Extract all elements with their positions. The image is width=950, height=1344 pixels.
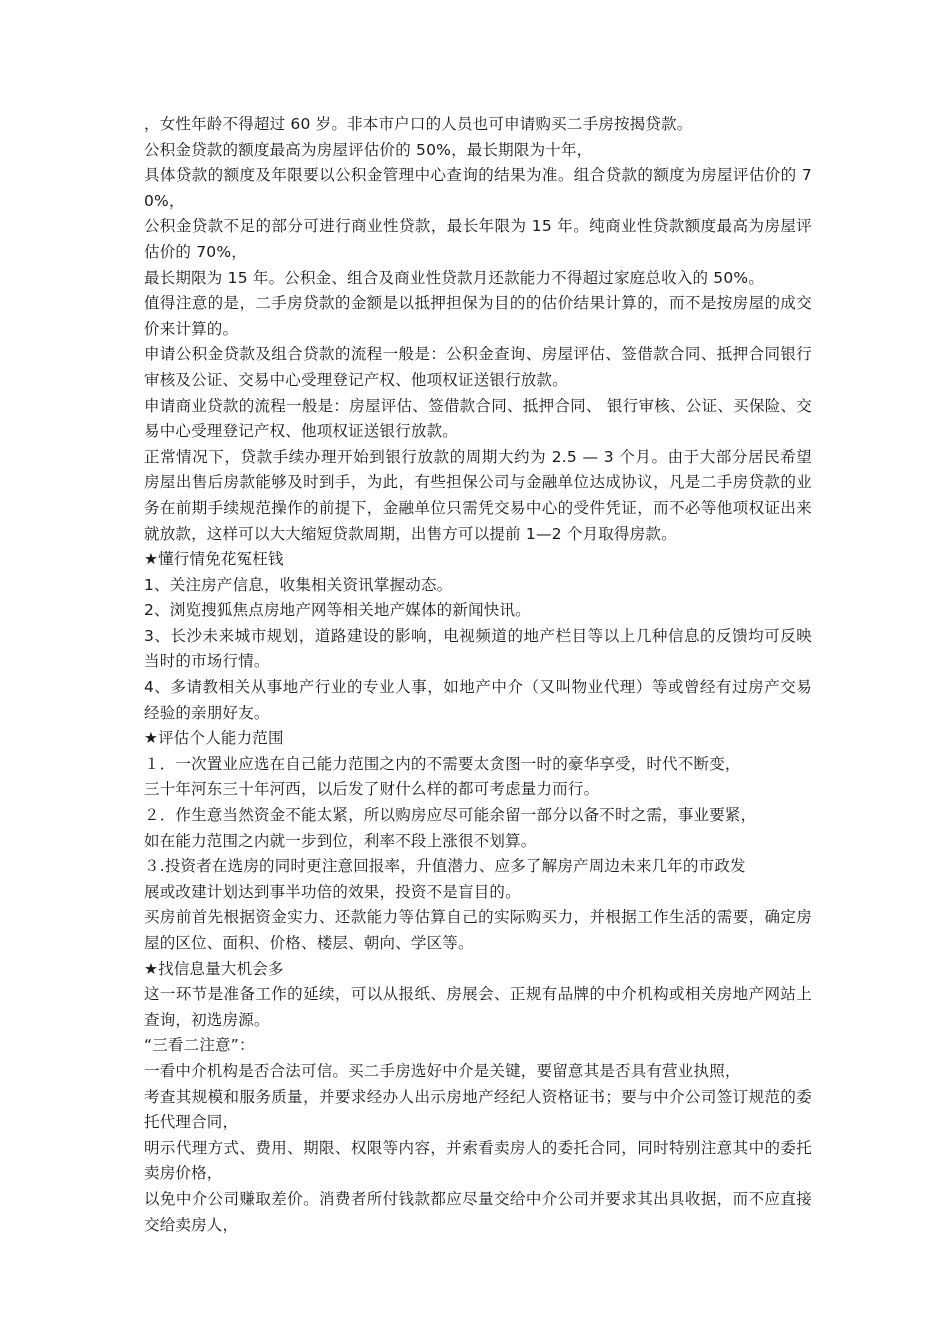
section-heading-market: ★懂行情免花冤枉钱	[144, 550, 284, 569]
paragraph-fund-loan-process: 申请公积金贷款及组合贷款的流程一般是：公积金查询、房屋评估、签借款合同、抵押合同银行审核及公证、交易中心受理登记产权、他项权证送银行放款。	[144, 345, 812, 389]
list-item-ability-3a: ３.投资者在选房的同时更注意回报率，升值潜力、应多了解房产周边未来几年的市政发	[144, 857, 746, 876]
paragraph-agency-check: 一看中介机构是否合法可信。买二手房选好中介是关键，要留意其是否具有营业执照，	[144, 1061, 741, 1080]
list-item-market-3: 3、长沙未来城市规划，道路建设的影响，电视频道的地产栏目等以上几种信息的反馈均可反映当时的市场行情。	[144, 626, 812, 671]
paragraph-purchasing-power: 买房前首先根据资金实力、还款能力等估算自己的实际购买力，并根据工作生活的需要，确定房屋的区位、面积、价格、楼层、朝向、学区等。	[144, 908, 812, 952]
paragraph-loan-term: 最长期限为 15 年。公积金、组合及商业性贷款月还款能力不得超过家庭总收入的 50%。	[144, 268, 765, 287]
paragraph-commercial-loan-process: 申请商业贷款的流程一般是：房屋评估、签借款合同、抵押合同、 银行审核、公证、买保险、交易中心受理登记产权、他项权证送银行放款。	[144, 396, 812, 441]
paragraph-information-sources: 这一环节是准备工作的延续，可以从报纸、房展会、正规有品牌的中介机构或相关房地产网站上查询，初选房源。	[144, 985, 812, 1029]
list-item-ability-1a: １．一次置业应选在自己能力范围之内的不需要太贪图一时的豪华享受，时代不断变，	[144, 754, 741, 773]
section-heading-ability: ★评估个人能力范围	[144, 729, 284, 748]
paragraph-loan-valuation-note: 值得注意的是，二手房贷款的金额是以抵押担保为目的的估价结果计算的，而不是按房屋的成交价来计算的。	[144, 294, 812, 338]
list-item-market-2: 2、浏览搜狐焦点房地产网等相关地产媒体的新闻快讯。	[144, 601, 531, 620]
document-body	[144, 112, 812, 1238]
paragraph-age-limit: ，女性年龄不得超过 60 岁。非本市户口的人员也可申请购买二手房按揭贷款。	[144, 115, 693, 133]
paragraph-loan-period: 正常情况下，贷款手续办理开始到银行放款的周期大约为 2.5 — 3 个月。由于大部分居民希望房屋出售后房款能够及时到手，为此，有些担保公司与金融单位达成协议，凡是二手房贷款的业务在前期手续规范操作的前提下，金融单位只需凭交易中心的受件凭证，而不必等他项权证出来就放款，这样可以大大缩短贷款周期，出售方可以提前 1—2 个月取得房款。	[144, 447, 812, 543]
list-item-market-4: 4、多请教相关从事地产行业的专业人事，如地产中介（又叫物业代理）等或曾经有过房产交易经验的亲朋好友。	[144, 678, 812, 722]
section-heading-information: ★找信息量大机会多	[144, 959, 284, 978]
paragraph-agency-qualification: 考查其规模和服务质量，并要求经办人出示房地产经纪人资格证书；要与中介公司签订规范的委托代理合同，	[144, 1087, 812, 1132]
paragraph-three-checks-title: “三看二注意”：	[144, 1036, 255, 1055]
list-item-ability-2a: ２．作生意当然资金不能太紧，所以购房应尽可能余留一部分以备不时之需，事业要紧，	[144, 806, 757, 825]
paragraph-agency-contract: 明示代理方式、费用、期限、权限等内容，并索看卖房人的委托合同，同时特别注意其中的委托卖房价格，	[144, 1138, 812, 1183]
paragraph-commercial-loan: 公积金贷款不足的部分可进行商业性贷款，最长年限为 15 年。纯商业性贷款额度最高为房屋评估价的 70%，	[144, 217, 812, 261]
paragraph-payment-note: 以免中介公司赚取差价。消费者所付钱款都应尽量交给中介公司并要求其出具收据，而不应直接交给卖房人，	[144, 1189, 812, 1234]
list-item-ability-1b: 三十年河东三十年河西，以后发了财什么样的都可考虑量力而行。	[144, 780, 600, 799]
paragraph-fund-loan-amount: 公积金贷款的额度最高为房屋评估价的 50%，最长期限为十年，	[144, 140, 593, 159]
list-item-ability-2b: 如在能力范围之内就一步到位，利率不段上涨很不划算。	[144, 831, 537, 850]
paragraph-combined-loan-amount: 具体贷款的额度及年限要以公积金管理中心查询的结果为准。组合贷款的额度为房屋评估价的 70%，	[144, 166, 812, 210]
list-item-market-1: 1、关注房产信息，收集相关资讯掌握动态。	[144, 575, 453, 594]
list-item-ability-3b: 展或改建计划达到事半功倍的效果，投资不是盲目的。	[144, 882, 521, 901]
